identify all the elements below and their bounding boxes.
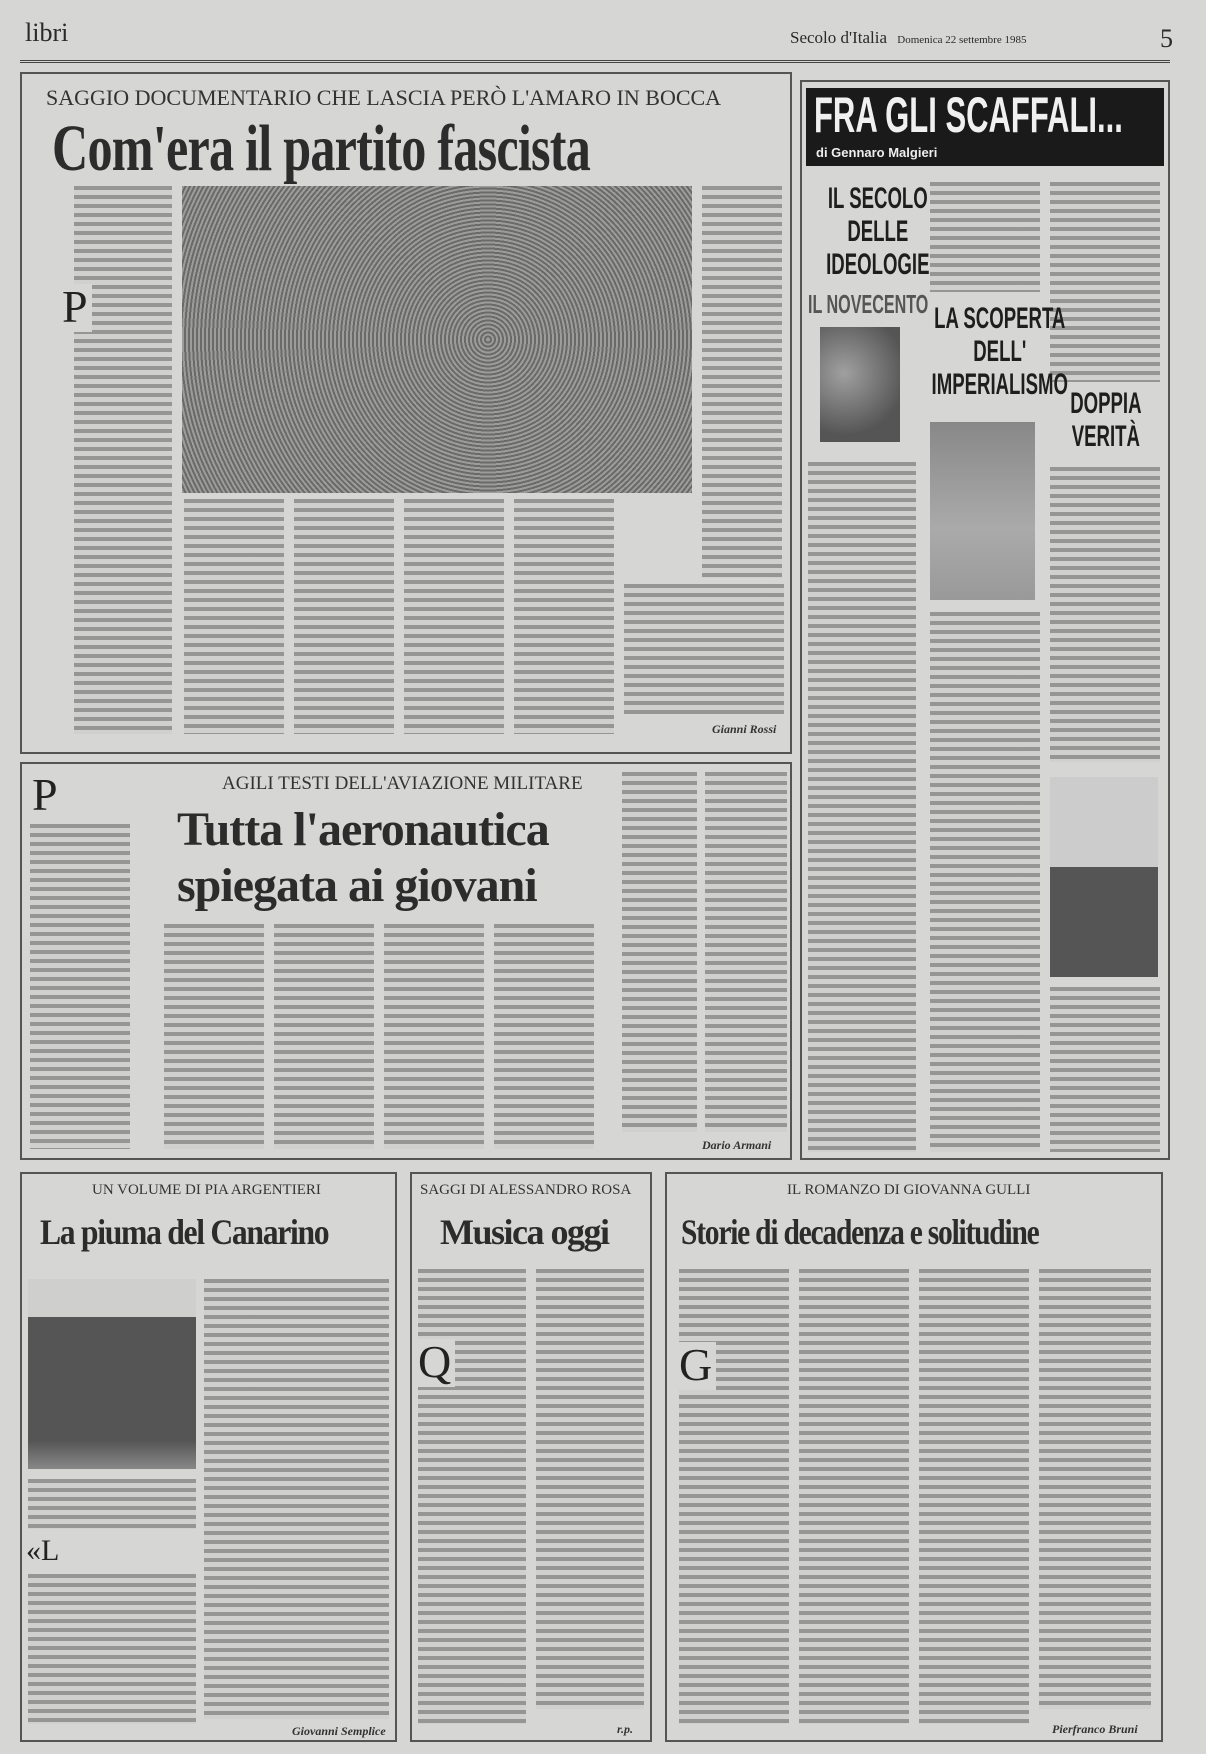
body-text	[274, 924, 374, 1149]
body-text	[919, 1269, 1029, 1724]
body-text	[384, 924, 484, 1149]
crowd-photo	[182, 186, 692, 493]
body-text	[679, 1269, 789, 1724]
article-headline-line2: spiegata ai giovani	[177, 859, 537, 912]
body-text	[536, 1269, 644, 1709]
body-text	[799, 1269, 909, 1724]
article-kicker: UN VOLUME DI PIA ARGENTIERI	[92, 1182, 321, 1198]
sidebar-banner	[806, 88, 1164, 166]
masthead	[790, 28, 1026, 48]
article-headline-line1: Tutta l'aeronautica	[177, 803, 549, 856]
byline: Giovanni Semplice	[292, 1724, 386, 1738]
body-text	[204, 1279, 389, 1719]
body-text	[1050, 467, 1160, 762]
newspaper-name: Secolo d'Italia	[790, 28, 888, 47]
article-piuma-canarino	[20, 1172, 397, 1742]
tower-illustration	[28, 1279, 196, 1469]
article-kicker: AGILI TESTI DELL'AVIAZIONE MILITARE	[222, 773, 583, 794]
body-text	[494, 924, 594, 1149]
article-kicker: SAGGIO DOCUMENTARIO CHE LASCIA PERÒ L'AMARO IN BOCCA	[46, 85, 722, 110]
sidebar-fra-gli-scaffali	[800, 80, 1170, 1160]
book-cover-image	[1050, 777, 1158, 977]
body-text	[705, 772, 787, 1132]
article-musica-oggi	[410, 1172, 652, 1742]
body-text	[294, 499, 394, 734]
aviation-article	[20, 762, 792, 1160]
body-text	[930, 612, 1040, 1152]
issue-date: Domenica 22 settembre 1985	[897, 34, 1027, 46]
body-text	[184, 499, 284, 734]
body-text	[1050, 987, 1160, 1152]
body-text	[404, 499, 504, 734]
header-rule	[20, 60, 1170, 63]
byline: Dario Armani	[702, 1138, 772, 1152]
drop-cap: P	[32, 772, 62, 820]
article-headline: Storie di decadenza e solitudine	[681, 1212, 1039, 1252]
drop-cap: Q	[418, 1339, 455, 1387]
byline: Gianni Rossi	[712, 722, 777, 736]
article-headline: Musica oggi	[440, 1212, 609, 1252]
body-text	[74, 186, 172, 734]
body-text	[930, 182, 1040, 292]
article-headline: La piuma del Canarino	[40, 1212, 329, 1252]
drop-cap: P	[62, 284, 92, 332]
top-article	[20, 72, 792, 754]
sidebar-title: FRA GLI SCAFFALI...	[814, 87, 1123, 143]
body-text	[702, 186, 782, 578]
byline: Pierfranco Bruni	[1052, 1722, 1138, 1736]
body-text	[1039, 1269, 1151, 1709]
subhead-scoperta-imperialismo: LA SCOPERTA DELL' IMPERIALISMO	[931, 302, 1068, 401]
article-kicker: IL ROMANZO DI GIOVANNA GULLI	[787, 1182, 1031, 1198]
article-kicker: SAGGI DI ALESSANDRO ROSA	[420, 1182, 632, 1198]
section-label: libri	[25, 18, 69, 47]
book-cover-image	[930, 422, 1035, 600]
body-text	[28, 1479, 196, 1529]
body-text	[28, 1574, 196, 1724]
page-number: 5	[1160, 24, 1173, 53]
body-text	[622, 772, 697, 1132]
body-text	[624, 584, 784, 714]
body-text	[164, 924, 264, 1149]
sidebar-author: di Gennaro Malgieri	[816, 145, 938, 160]
article-headline: Com'era il partito fascista	[52, 112, 591, 185]
book-title-novecento: IL NOVECENTO	[808, 289, 929, 319]
book-cover-image	[820, 327, 900, 442]
drop-cap: G	[679, 1342, 716, 1390]
subhead-secolo-ideologie: IL SECOLO DELLE IDEOLOGIE	[826, 182, 930, 281]
subhead-doppia-verita: DOPPIA VERITÀ	[1070, 387, 1142, 453]
drop-cap: «L	[26, 1536, 63, 1568]
body-text	[514, 499, 614, 734]
body-text	[808, 462, 916, 1152]
article-storie-decadenza	[665, 1172, 1163, 1742]
byline: r.p.	[617, 1722, 634, 1736]
body-text	[30, 824, 130, 1149]
